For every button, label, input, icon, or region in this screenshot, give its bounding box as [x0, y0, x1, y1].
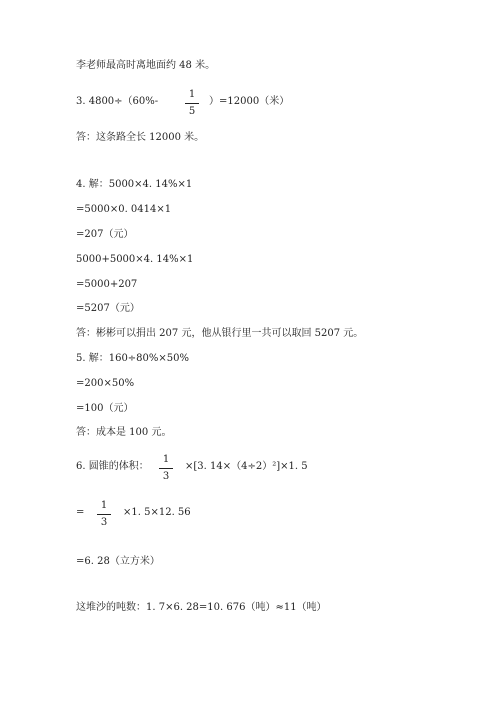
- fraction-denominator: 3: [162, 471, 170, 482]
- fraction-bar: [185, 103, 199, 104]
- problem-4-line-6: =5207（元）: [76, 303, 140, 314]
- problem-4-line-1: 4. 解：5000×4. 14%×1: [76, 179, 193, 190]
- problem-4-line-3: =207（元）: [76, 229, 134, 240]
- problem-6-formula: ×[3. 14×（4÷2）²]×1. 5: [185, 461, 308, 472]
- fraction-one-third: [159, 454, 173, 483]
- problem-5-answer: 答：成本是 100 元。: [76, 427, 172, 438]
- fraction-numerator: 1: [162, 454, 170, 465]
- fraction-one-third-2: [97, 500, 111, 529]
- fraction-denominator: 5: [188, 106, 196, 117]
- problem-4-line-2: =5000×0. 0414×1: [76, 204, 172, 215]
- fraction-bar: [97, 514, 111, 515]
- problem-5-line-1: 5. 解：160÷80%×50%: [76, 353, 190, 364]
- problem-4-answer: 答：彬彬可以捐出 207 元，他从银行里一共可以取回 5207 元。: [76, 328, 364, 339]
- fraction-bar: [159, 468, 173, 469]
- fraction-denominator: 3: [100, 517, 108, 528]
- fraction-numerator: 1: [188, 89, 196, 100]
- problem-3-line: 3. 4800÷（60%-: [76, 96, 159, 107]
- problem-5-line-3: =100（元）: [76, 403, 134, 414]
- problem-4-line-4: 5000+5000×4. 14%×1: [76, 254, 194, 265]
- problem-6-equals: =: [76, 507, 85, 518]
- problem-6-line-1: 6. 圆锥的体积：: [76, 461, 149, 472]
- problem-6-line-2: ×1. 5×12. 56: [123, 507, 191, 518]
- problem-3-result: ）=12000（米）: [209, 96, 290, 107]
- fraction-numerator: 1: [100, 500, 108, 511]
- problem-6-answer: 这堆沙的吨数：1. 7×6. 28=10. 676（吨）≈11（吨）: [76, 602, 327, 613]
- problem-5-line-2: =200×50%: [76, 378, 135, 389]
- problem-4-line-5: =5000+207: [76, 279, 138, 290]
- fraction-one-fifth: [185, 89, 199, 118]
- problem-3-answer: 答：这条路全长 12000 米。: [76, 132, 205, 143]
- text-line-height: 李老师最高时离地面约 48 米。: [76, 60, 216, 71]
- problem-6-line-3: =6. 28（立方米）: [76, 556, 160, 567]
